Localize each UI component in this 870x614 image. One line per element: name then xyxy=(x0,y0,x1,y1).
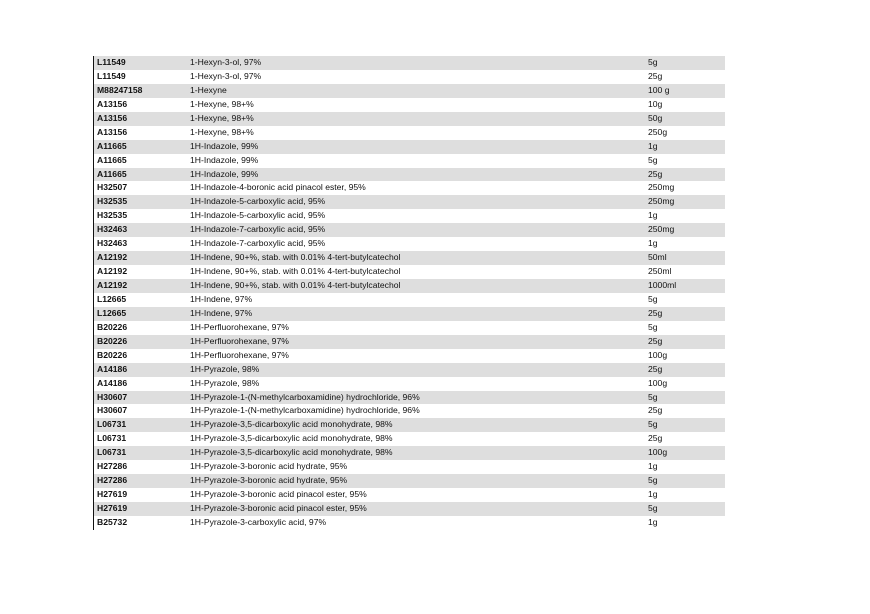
package-size-cell: 100g xyxy=(648,447,668,458)
package-size-cell: 25g xyxy=(648,307,663,318)
table-row xyxy=(94,279,725,293)
product-code-cell: H27619 xyxy=(97,503,128,513)
product-name-cell: 1H-Indazole, 99% xyxy=(190,168,259,179)
package-size-cell: 5g xyxy=(648,419,658,430)
package-size-cell: 5g xyxy=(648,503,658,513)
product-code-cell: H32463 xyxy=(97,238,128,249)
product-name-cell: 1H-Indene, 97% xyxy=(190,293,253,304)
package-size-cell: 25g xyxy=(648,363,663,374)
table-row xyxy=(94,251,725,265)
product-name-cell: 1H-Pyrazole-3,5-dicarboxylic acid monohydrate, 98% xyxy=(190,447,393,458)
product-name-cell: 1H-Indazole, 99% xyxy=(190,154,259,165)
table-row xyxy=(94,474,725,488)
product-name-cell: 1H-Indazole-5-carboxylic acid, 95% xyxy=(190,196,326,207)
package-size-cell: 5g xyxy=(648,475,658,486)
package-size-cell: 25g xyxy=(648,433,663,444)
product-name-cell: 1H-Pyrazole-3-boronic acid hydrate, 95% xyxy=(190,461,348,472)
product-code-cell: L11549 xyxy=(97,57,126,67)
product-name-cell: 1-Hexyn-3-ol, 97% xyxy=(190,57,262,67)
package-size-cell: 250mg xyxy=(648,182,675,193)
product-code-cell: A12192 xyxy=(97,266,128,277)
product-name-cell: 1H-Pyrazole-3-boronic acid hydrate, 95% xyxy=(190,475,348,486)
product-name-cell: 1H-Perfluorohexane, 97% xyxy=(190,349,289,360)
table-row xyxy=(94,321,725,335)
table-row xyxy=(94,98,725,112)
product-code-cell: H32535 xyxy=(97,196,128,207)
table-row xyxy=(94,404,725,418)
product-name-cell: 1H-Indazole-7-carboxylic acid, 95% xyxy=(190,238,326,249)
product-catalog-table xyxy=(93,56,725,530)
product-code-cell: H32507 xyxy=(97,182,128,193)
table-row xyxy=(94,502,725,516)
table-row xyxy=(94,377,725,391)
package-size-cell: 25g xyxy=(648,335,663,346)
package-size-cell: 50g xyxy=(648,112,663,123)
product-code-cell: A13156 xyxy=(97,112,128,123)
table-row xyxy=(94,418,725,432)
table-row xyxy=(94,223,725,237)
product-code-cell: H27286 xyxy=(97,461,128,472)
product-name-cell: 1H-Indazole-7-carboxylic acid, 95% xyxy=(190,224,326,235)
table-row xyxy=(94,293,725,307)
package-size-cell: 100g xyxy=(648,349,668,360)
product-code-cell: H32463 xyxy=(97,224,128,235)
package-size-cell: 1g xyxy=(648,210,658,221)
package-size-cell: 25g xyxy=(648,405,663,416)
product-name-cell: 1H-Perfluorohexane, 97% xyxy=(190,321,289,332)
table-row xyxy=(94,195,725,209)
table-row xyxy=(94,112,725,126)
package-size-cell: 1g xyxy=(648,238,658,249)
table-row xyxy=(94,363,725,377)
table-row xyxy=(94,237,725,251)
package-size-cell: 100g xyxy=(648,377,668,388)
table-row xyxy=(94,446,725,460)
product-code-cell: H27286 xyxy=(97,475,128,486)
package-size-cell: 5g xyxy=(648,154,658,165)
product-code-cell: L12665 xyxy=(97,307,127,318)
product-code-cell: H30607 xyxy=(97,391,128,402)
table-row xyxy=(94,140,725,154)
package-size-cell: 1g xyxy=(648,140,658,151)
product-code-cell: H32535 xyxy=(97,210,128,221)
product-code-cell: A12192 xyxy=(97,252,128,263)
product-name-cell: 1H-Indene, 90+%, stab. with 0.01% 4-tert-butylcatechol xyxy=(190,266,401,277)
table-row xyxy=(94,349,725,363)
product-name-cell: 1H-Pyrazole-3,5-dicarboxylic acid monohydrate, 98% xyxy=(190,433,393,444)
product-name-cell: 1H-Indene, 90+%, stab. with 0.01% 4-tert-butylcatechol xyxy=(190,280,401,290)
table-row xyxy=(94,84,725,98)
product-code-cell: A13156 xyxy=(97,98,128,109)
package-size-cell: 5g xyxy=(648,293,658,304)
package-size-cell: 5g xyxy=(648,391,658,402)
product-name-cell: 1-Hexyne, 98+% xyxy=(190,126,254,137)
package-size-cell: 100 g xyxy=(648,84,670,95)
product-code-cell: L06731 xyxy=(97,447,127,458)
product-code-cell: B25732 xyxy=(97,516,128,527)
table-row xyxy=(94,56,725,70)
table-row xyxy=(94,265,725,279)
table-row xyxy=(94,432,725,446)
table-row xyxy=(94,154,725,168)
table-row xyxy=(94,307,725,321)
product-name-cell: 1H-Indene, 90+%, stab. with 0.01% 4-tert-butylcatechol xyxy=(190,252,401,263)
product-name-cell: 1H-Pyrazole, 98% xyxy=(190,363,260,374)
package-size-cell: 250g xyxy=(648,126,668,137)
product-name-cell: 1H-Pyrazole-3-boronic acid pinacol ester, 95% xyxy=(190,489,367,500)
table-row xyxy=(94,335,725,349)
product-code-cell: L06731 xyxy=(97,433,127,444)
table-row xyxy=(94,181,725,195)
product-name-cell: 1-Hexyn-3-ol, 97% xyxy=(190,70,262,81)
package-size-cell: 1000ml xyxy=(648,280,677,290)
product-code-cell: A12192 xyxy=(97,280,128,290)
package-size-cell: 25g xyxy=(648,70,663,81)
product-name-cell: 1H-Pyrazole-1-(N-methylcarboxamidine) hydrochloride, 96% xyxy=(190,405,420,416)
product-code-cell: A11665 xyxy=(97,168,127,179)
product-code-cell: B20226 xyxy=(97,349,128,360)
product-code-cell: M88247158 xyxy=(97,84,143,95)
table-row xyxy=(94,460,725,474)
product-name-cell: 1H-Pyrazole-1-(N-methylcarboxamidine) hydrochloride, 96% xyxy=(190,391,420,402)
product-code-cell: L12665 xyxy=(97,293,127,304)
product-code-cell: A11665 xyxy=(97,154,127,165)
product-name-cell: 1H-Indazole-5-carboxylic acid, 95% xyxy=(190,210,326,221)
product-name-cell: 1H-Perfluorohexane, 97% xyxy=(190,335,289,346)
product-name-cell: 1H-Indazole-4-boronic acid pinacol ester, 95% xyxy=(190,182,366,193)
package-size-cell: 10g xyxy=(648,98,663,109)
table-row xyxy=(94,391,725,405)
product-name-cell: 1H-Indene, 97% xyxy=(190,307,253,318)
product-name-cell: 1H-Pyrazole-3-boronic acid pinacol ester, 95% xyxy=(190,503,367,513)
package-size-cell: 250ml xyxy=(648,266,672,277)
product-code-cell: H30607 xyxy=(97,405,128,416)
product-name-cell: 1-Hexyne, 98+% xyxy=(190,112,254,123)
product-code-cell: A14186 xyxy=(97,377,128,388)
product-name-cell: 1-Hexyne, 98+% xyxy=(190,98,254,109)
package-size-cell: 5g xyxy=(648,57,658,67)
product-code-cell: A11665 xyxy=(97,140,127,151)
table-row xyxy=(94,168,725,182)
product-name-cell: 1H-Pyrazole-3-carboxylic acid, 97% xyxy=(190,516,327,527)
product-code-cell: B20226 xyxy=(97,335,128,346)
table-row xyxy=(94,209,725,223)
product-code-cell: H27619 xyxy=(97,489,128,500)
product-code-cell: L06731 xyxy=(97,419,127,430)
package-size-cell: 1g xyxy=(648,461,658,472)
table-row xyxy=(94,488,725,502)
package-size-cell: 1g xyxy=(648,489,658,500)
product-name-cell: 1H-Pyrazole, 98% xyxy=(190,377,260,388)
table-row xyxy=(94,516,725,530)
table-row xyxy=(94,70,725,84)
package-size-cell: 1g xyxy=(648,516,658,527)
product-code-cell: B20226 xyxy=(97,321,128,332)
table-row xyxy=(94,126,725,140)
package-size-cell: 250mg xyxy=(648,196,675,207)
package-size-cell: 250mg xyxy=(648,224,675,235)
product-code-cell: A14186 xyxy=(97,363,128,374)
package-size-cell: 25g xyxy=(648,168,663,179)
product-code-cell: L11549 xyxy=(97,70,126,81)
product-name-cell: 1H-Indazole, 99% xyxy=(190,140,259,151)
product-code-cell: A13156 xyxy=(97,126,128,137)
package-size-cell: 50ml xyxy=(648,252,667,263)
product-name-cell: 1H-Pyrazole-3,5-dicarboxylic acid monohydrate, 98% xyxy=(190,419,393,430)
package-size-cell: 5g xyxy=(648,321,658,332)
product-name-cell: 1-Hexyne xyxy=(190,84,227,95)
